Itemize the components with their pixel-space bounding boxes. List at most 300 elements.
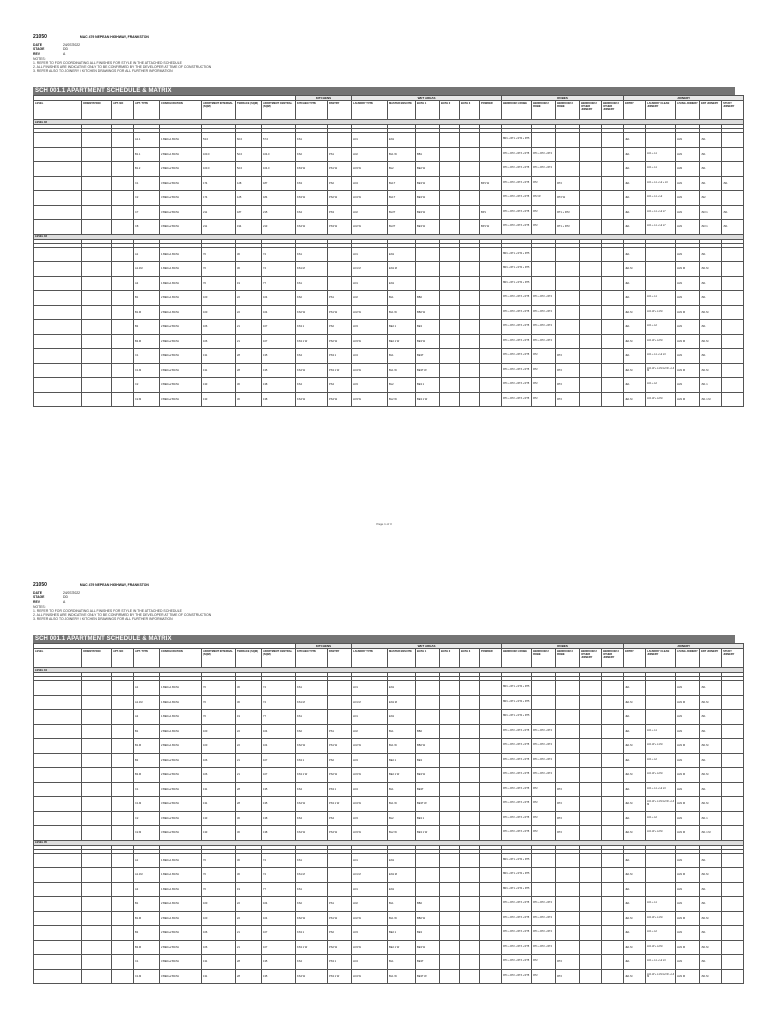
table-cell [556,334,580,349]
table-cell [556,724,580,739]
table-cell [646,882,676,897]
table-cell [440,305,460,320]
table-cell [112,724,134,739]
table-cell [460,826,480,841]
column-header: APT. TYPE [134,101,160,120]
table-cell [532,262,556,277]
table-cell: LM1 [676,926,700,941]
table-cell [112,176,134,191]
table-cell: BL2 [388,378,416,393]
table-cell [556,681,580,696]
table-cell [602,247,624,262]
table-cell [112,826,134,841]
table-cell: JS1 M [700,940,722,955]
table-cell [532,868,556,883]
table-cell [112,147,134,162]
table-cell: KS4 [296,349,328,364]
table-cell: KS3 W [296,162,328,177]
group-header: JOINERY [624,96,744,101]
table-cell: KS2 W [296,911,328,926]
table-cell: BR1 + RT1 + RT4 + RT5 [502,882,532,897]
table-cell: PS2 W [328,940,352,955]
table-cell [580,363,602,378]
table-cell: 2 BED+1 BATH [160,291,202,306]
table-cell [722,882,744,897]
table-cell: LD1 M [352,695,388,710]
table-cell [580,782,602,797]
table-cell: LD3 W [352,940,388,955]
table-cell: 107 [262,768,296,783]
table-cell: JE1 M [624,768,646,783]
table-cell [602,811,624,826]
table-cell: 135 [262,969,296,984]
table-cell: LC1 W + L1 M L2 W + L3 M [646,363,676,378]
table-cell [460,955,480,970]
column-header: ENTRY [624,101,646,120]
table-row [34,695,744,710]
table-cell: RT1 + RT2 + RT3 + RT5 [502,334,532,349]
table-cell [722,681,744,696]
table-cell: BB2 W [416,305,440,320]
table-cell [460,334,480,349]
table-cell [580,897,602,912]
table-cell [580,392,602,407]
table-cell [34,247,82,262]
table-cell: RT1 + RT2 + RT4 [532,897,556,912]
table-cell: JE1 M [624,334,646,349]
table-cell: BB2 W [416,739,440,754]
table-cell [460,940,480,955]
table-cell [480,897,502,912]
table-cell [480,969,502,984]
table-cell: RT1 + RT2 + RT3 + RT5 [502,940,532,955]
table-cell: JS1 [700,247,722,262]
table-cell: 2 BED+1 BATH [160,911,202,926]
table-cell: LC1 W + L1 M [646,305,676,320]
table-cell [602,681,624,696]
table-cell: KS1 [296,853,328,868]
table-cell: LM1 [676,205,700,220]
table-cell [112,291,134,306]
table-cell [440,291,460,306]
table-row [34,205,744,220]
table-cell [34,205,82,220]
table-cell: JE1 M [624,392,646,407]
column-header: LEVEL [34,649,82,668]
table-cell: RT2 [556,363,580,378]
table-cell [602,926,624,941]
table-cell: RT1 + RT2 + RT3 + RT5 [502,826,532,841]
table-cell: 57.0 [262,133,296,148]
table-cell [602,797,624,812]
table-cell [480,363,502,378]
table-cell: LM1 [676,147,700,162]
column-header: LAUNDRY CLEAN JOINERY [646,649,676,668]
table-cell: RT1 + RT2 + RT4 [532,768,556,783]
table-cell: C2 [134,811,160,826]
table-row [34,334,744,349]
table-cell: RT2 [532,363,556,378]
table-cell: B1.M [134,739,160,754]
table-cell: LC1 + L1 + L2 L7 [646,205,676,220]
table-cell: LM1 M [676,826,700,841]
table-cell [460,739,480,754]
table-cell: 131 [202,969,236,984]
table-cell: LC1 + L1 + L2 L3 [646,782,676,797]
meta-key: DATE [33,591,42,596]
table-cell: 104.0 [262,147,296,162]
meta-key: STAGE [33,595,45,600]
table-cell: 135 [262,782,296,797]
table-cell [602,753,624,768]
table-cell [602,710,624,725]
table-cell [34,768,82,783]
level-label: LEVEL 02 [34,120,744,125]
table-cell [34,191,82,206]
table-cell: LC1 + L1 + L2 + L3 [646,176,676,191]
meta-value: A [63,51,66,56]
table-cell [580,191,602,206]
table-cell [440,868,460,883]
table-cell [580,305,602,320]
table-cell [602,724,624,739]
table-cell: RT2 [532,349,556,364]
table-cell [460,133,480,148]
apartment-schedule-table [33,95,744,407]
table-cell [460,868,480,883]
project-name: MAC 479 NEPEAN HIGHWAY, FRANKSTON [79,583,149,587]
table-cell: 125 [236,191,262,206]
table-cell [440,363,460,378]
table-cell: LD1 [352,276,388,291]
table-cell [580,147,602,162]
table-cell: BL2 [388,811,416,826]
table-cell: BB2 W [416,911,440,926]
table-cell: BL2 [388,162,416,177]
table-cell [112,191,134,206]
table-cell: LD2 [352,205,388,220]
table-cell: C1.M [134,969,160,984]
table-cell: BE3T W [416,363,440,378]
table-cell: 1 BED+1 BATH [160,882,202,897]
table-cell [556,753,580,768]
table-cell [580,911,602,926]
table-cell: RT1 + RT2 + RT3 + RT5 [502,955,532,970]
table-cell [722,724,744,739]
table-cell: JE1 [624,681,646,696]
table-cell: B2 [134,753,160,768]
table-cell: 1 BED+1 BATH [160,247,202,262]
table-cell: 2 BED+1 BATH [160,739,202,754]
table-cell: BR1 + RT1 + RT4 + RT5 [502,276,532,291]
table-cell: 107 [262,940,296,955]
table-cell [416,882,440,897]
table-cell: KS4 W [296,969,328,984]
table-cell: 133 [202,811,236,826]
table-cell [580,710,602,725]
column-header: STUDY JOINERY [722,649,744,668]
table-cell: LM1 [676,191,700,206]
table-cell [722,320,744,335]
table-cell: RT2 [556,969,580,984]
table-cell: BB1 [416,147,440,162]
table-cell [460,191,480,206]
table-cell: BP1 [480,205,502,220]
table-cell: 138 [262,826,296,841]
table-cell: RT1 + RT2 + RT3 + RT5 [502,724,532,739]
table-cell [646,133,676,148]
table-cell: BP1 W [480,220,502,235]
table-cell: 74 [262,247,296,262]
table-cell [82,320,112,335]
table-cell: LD1 [352,133,388,148]
table-cell [112,363,134,378]
table-cell: RT2 [532,392,556,407]
table-cell: KS1 M [296,868,328,883]
table-cell: RT2 [556,955,580,970]
table-cell [82,882,112,897]
table-cell: 1 BED+1 BATH [160,133,202,148]
table-cell [112,392,134,407]
column-header: KITCHEN TYPE [296,649,328,668]
table-row [34,133,744,148]
table-cell: RT1 + RT2 + RT4 [532,147,556,162]
table-cell [82,191,112,206]
table-cell [580,334,602,349]
table-cell: 174 [202,176,236,191]
table-cell: 22 [236,305,262,320]
column-header: BEDROOM 3 ROBE [556,649,580,668]
table-cell: EN1 [388,882,416,897]
table-cell [602,897,624,912]
table-cell: RT1 + RT2 + RT3 + RT5 [502,768,532,783]
table-cell: LC1 + L2 [646,811,676,826]
table-cell: B2.M [134,940,160,955]
table-cell: RT1 + RT2 + RT3 + RT5 [502,392,532,407]
table-cell: BR1 + RT1 + RT4 + RT5 [502,262,532,277]
table-cell [580,247,602,262]
table-cell: JE1 [624,853,646,868]
table-cell [580,205,602,220]
table-cell: LD4 [352,782,388,797]
table-cell [112,940,134,955]
note-line: 1. REFER TO FOR COORDINATING ALL FINISHES FOR STYLE IN THE ATTACHED SCHEDULE [33,609,182,614]
table-cell: JE1 [624,378,646,393]
table-cell [460,882,480,897]
table-cell [480,162,502,177]
table-cell: LD4 [352,349,388,364]
table-cell [722,753,744,768]
table-cell: 2 BED+1 BATH [160,305,202,320]
table-cell [34,276,82,291]
table-cell: BE3 1 [416,811,440,826]
table-cell [602,392,624,407]
table-cell [34,695,82,710]
table-cell [722,897,744,912]
table-cell [112,753,134,768]
column-header: APT. NO [112,101,134,120]
table-row [34,363,744,378]
table-cell [580,853,602,868]
table-cell: C1 [134,176,160,191]
table-cell: B2 [134,926,160,941]
table-cell [722,826,744,841]
table-cell: LM1 [676,724,700,739]
group-header: ROBES [502,644,624,649]
table-cell: 3 BED+2 BATH [160,797,202,812]
table-cell: JS1 [700,162,722,177]
column-header: BEDROOM 1 ROBE [502,101,532,120]
table-cell: LM1 M [676,305,700,320]
table-row [34,926,744,941]
table-cell: 19 [236,882,262,897]
table-cell: KS1 M [296,262,328,277]
table-cell [460,853,480,868]
column-header: ENTRY [624,649,646,668]
table-cell: C1.M [134,797,160,812]
table-cell: JE1 [624,349,646,364]
table-cell [722,147,744,162]
table-cell: 21 [236,768,262,783]
table-cell: LC1 W + L1 M [646,911,676,926]
table-cell [440,247,460,262]
table-cell: RT2 [556,176,580,191]
table-cell: PS3 [328,205,352,220]
project-number: 21050 [33,34,47,40]
table-cell: A1 [134,853,160,868]
table-cell: PS3 1 W [328,969,352,984]
table-cell [112,710,134,725]
table-cell [112,853,134,868]
table-cell: EN1 [388,681,416,696]
table-cell [580,291,602,306]
table-cell: PS1 W [328,305,352,320]
table-cell: C8 [134,220,160,235]
table-cell: JS1 M [700,334,722,349]
table-cell: 107 [262,753,296,768]
table-cell: LD3 W [352,768,388,783]
table-cell: BL2 W [388,826,416,841]
table-row [34,911,744,926]
table-cell: JS1 1 [700,378,722,393]
table-cell: 70 [202,710,236,725]
table-cell: A1.1 [134,133,160,148]
column-header: KITCHEN TYPE [296,101,328,120]
table-cell: 1 BED+1 BATH [160,262,202,277]
table-cell: JE1 M [624,695,646,710]
table-cell: LM1 [676,349,700,364]
table-cell [82,695,112,710]
table-cell [440,853,460,868]
table-cell: JS1 [700,782,722,797]
table-cell [112,768,134,783]
table-cell: BL1 [388,724,416,739]
table-cell: JS1 [700,710,722,725]
table-cell: EN1 M [388,695,416,710]
note-line: 2. ALL FINISHES ARE INDICATIVE ONLY TO BE CONFIRMED BY THE DEVELOPER AT TIME OF CONSTRUCTION [33,65,212,70]
table-cell: PS2 [328,320,352,335]
schedule-table-wrapper [33,635,735,984]
table-cell: RT2 [532,205,556,220]
schedule-page-2 [0,548,768,1024]
table-cell: RT1 + RT2 + RT4 [532,305,556,320]
table-row [34,797,744,812]
table-cell: KS1 [296,276,328,291]
table-cell: BL1 [388,349,416,364]
table-cell: 30 [236,853,262,868]
table-cell: 2 BED+2 BATH [160,940,202,955]
table-cell: A1 [134,681,160,696]
table-cell: KS4 [296,811,328,826]
table-cell: B1.1 [134,147,160,162]
table-cell [82,247,112,262]
table-cell [480,291,502,306]
table-cell: LM1 [676,133,700,148]
table-cell: BR1 + RT1 + RT4 + RT5 [502,247,532,262]
table-cell [82,955,112,970]
column-header: BEDROOM 2 ROBE [532,101,556,120]
table-cell: PS4 [328,811,352,826]
table-cell: 211 [202,220,236,235]
table-cell: RT1 + RT2 + RT3 + RT5 [502,349,532,364]
table-cell: BR1 + RT1 + RT4 + RT5 [502,868,532,883]
table-cell: RT1 + RT2 + RT3 + RT5 [502,305,532,320]
table-cell: LM1 [676,782,700,797]
table-cell [82,363,112,378]
table-cell [556,868,580,883]
table-cell [440,782,460,797]
table-cell: PS1 [328,897,352,912]
table-cell: BE3T [416,782,440,797]
table-cell: 184 [262,191,296,206]
table-cell: 77 [262,276,296,291]
table-cell: LC1 + L1 [646,147,676,162]
table-cell: KS1 [296,710,328,725]
table-cell [532,133,556,148]
group-header: ROBES [502,96,624,101]
table-cell [328,276,352,291]
table-cell: BE3 W [416,220,440,235]
table-cell: JS1 1 [700,811,722,826]
table-cell [722,247,744,262]
table-cell [556,262,580,277]
table-cell [82,853,112,868]
table-cell: LM1 [676,753,700,768]
table-cell: JE1 M [624,826,646,841]
table-cell [556,926,580,941]
table-cell [602,162,624,177]
table-cell [480,911,502,926]
table-cell: 30 [236,392,262,407]
table-cell [440,695,460,710]
table-cell: A1.1M [134,262,160,277]
table-cell: KS3 1 [296,320,328,335]
table-cell [112,220,134,235]
table-cell [556,940,580,955]
table-cell [602,911,624,926]
table-cell: LD2 [352,897,388,912]
table-cell: JS1 [700,147,722,162]
table-cell: C2 [134,191,160,206]
table-cell: BL1 W [388,797,416,812]
table-cell: 30 [236,681,262,696]
table-cell [460,147,480,162]
table-cell [460,782,480,797]
table-cell: RT1 + RT2 + RT4 [532,926,556,941]
table-cell: BE3 W [416,191,440,206]
table-cell: C1 [134,349,160,364]
table-cell [112,926,134,941]
